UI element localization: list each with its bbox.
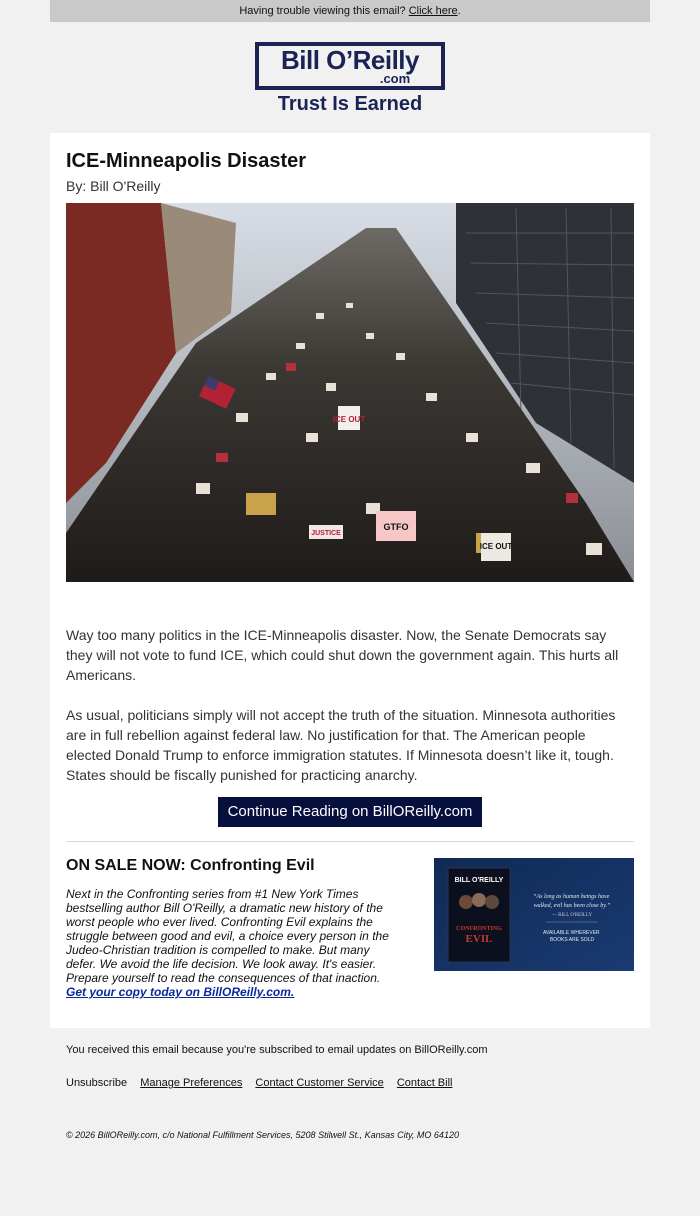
logo-name: Bill O’Reilly xyxy=(281,45,419,75)
email-content-card xyxy=(50,133,650,1028)
footer-links xyxy=(66,1077,462,1089)
unsubscribe-link[interactable]: Unsubscribe xyxy=(66,1077,128,1089)
sign-ice-out-2: ICE OUT xyxy=(479,542,513,551)
trouble-viewing-period: . xyxy=(457,5,461,17)
sign-ice-out: ICE OUT xyxy=(332,415,366,424)
logo-com: .com xyxy=(379,71,411,86)
trouble-viewing-text: Having trouble viewing this email? xyxy=(239,5,406,17)
site-logo[interactable] xyxy=(255,42,445,116)
sale-title: ON SALE NOW: Confronting Evil xyxy=(66,857,315,874)
sign-gtfo: GTFO xyxy=(383,522,409,532)
book-promo-image[interactable] xyxy=(434,858,634,971)
book-available: AVAILABLE WHEREVER BOOKS ARE SOLD xyxy=(543,930,600,943)
article-title: ICE-Minneapolis Disaster xyxy=(66,150,307,172)
book-title-2: EVIL xyxy=(465,933,493,945)
sale-description xyxy=(66,887,396,999)
book-quote-text: “As long as human beings have walked, evil has been close by.” xyxy=(533,894,611,909)
subscription-notice: You received this email because you're subscribed to email updates on BillOReilly.com xyxy=(66,1044,488,1056)
book-quote-author: — BILL O'REILLY xyxy=(551,913,593,918)
book-title-1: CONFRONTING xyxy=(456,926,502,932)
continue-reading-button[interactable]: Continue Reading on BillOReilly.com xyxy=(218,797,482,827)
logo-tagline: Trust Is Earned xyxy=(277,93,423,115)
protest-photo[interactable] xyxy=(66,203,634,582)
contact-customer-service-link[interactable]: Contact Customer Service xyxy=(255,1077,384,1089)
protest-photo-illustration xyxy=(66,203,634,582)
manage-preferences-link[interactable]: Manage Preferences xyxy=(140,1077,243,1089)
click-here-link[interactable]: Click here xyxy=(408,5,458,17)
article-paragraph-2: As usual, politicians simply will not accept the truth of the situation. Minnesota authorities are in full rebellion against federal law. No justification for that. The American people elected Donald Trump to enforce immigration statutes. If Minnesota doesn’t like it, tough. States should be fiscally punished for practicing anarchy. xyxy=(66,707,616,783)
section-divider xyxy=(66,841,634,842)
footer-copyright: © 2026 BillOReilly.com, c/o National Fulfillment Services, 5208 Stilwell St., Kansas City, MO 64120 xyxy=(66,1130,459,1140)
trouble-viewing-bar xyxy=(50,0,650,22)
get-copy-link[interactable]: Get your copy today on BillOReilly.com. xyxy=(66,985,295,999)
sale-body-text: Next in the Confronting series from #1 New York Times bestselling author Bill O'Reilly, a dramatic new history of the worst people who ever lived. Confronting Evil explains the struggle between good and evil, a choice every person in the Judeo-Christian tradition is compelled to make. But many defer. We avoid the life decision. We look away. It's easier. Prepare yourself to read the consequences of that inaction. xyxy=(66,887,389,985)
contact-bill-link[interactable]: Contact Bill xyxy=(396,1077,453,1089)
book-author: BILL O'REILLY xyxy=(454,877,504,884)
logo-box xyxy=(255,42,445,90)
sign-justice: JUSTICE xyxy=(311,530,341,537)
article-paragraph-1: Way too many politics in the ICE-Minneapolis disaster. Now, the Senate Democrats say they will not vote to fund ICE, which could shut down the government again. This hurts all Americans. xyxy=(66,627,619,683)
article-byline: By: Bill O'Reilly xyxy=(66,178,161,194)
book-promo-illustration xyxy=(434,858,634,971)
